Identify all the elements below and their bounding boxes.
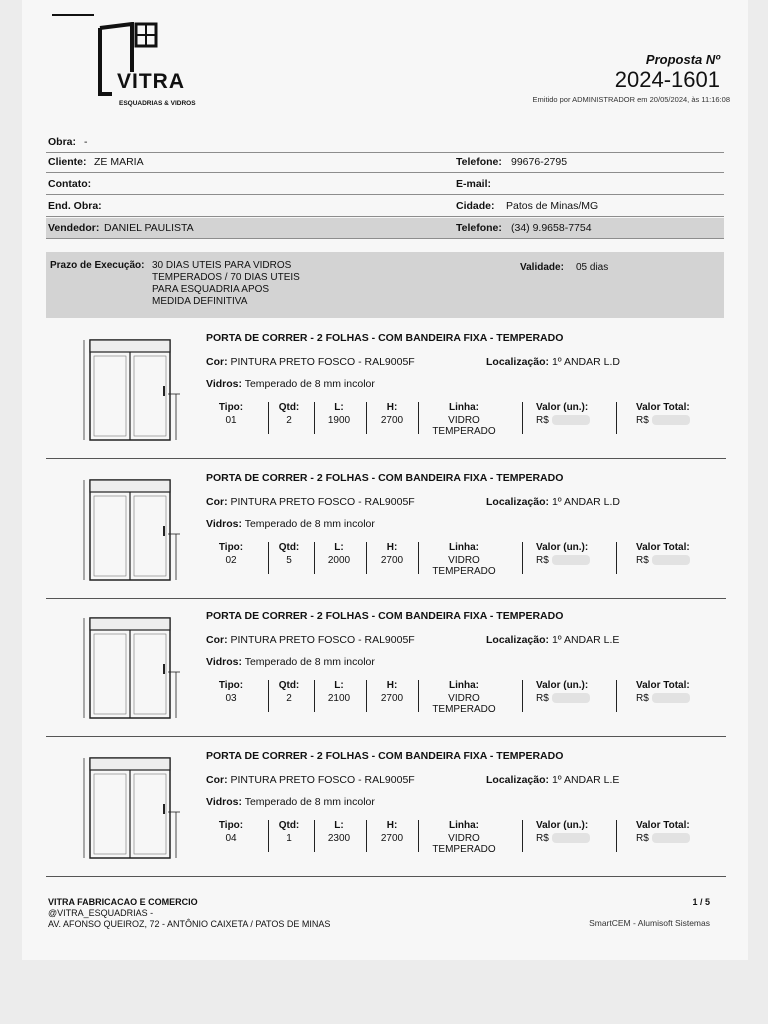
- valor-un-value: [536, 833, 606, 844]
- redacted-value: [652, 833, 690, 843]
- cor-value: PINTURA PRETO FOSCO - RAL9005F: [230, 774, 415, 786]
- cliente-value: ZE MARIA: [94, 156, 144, 168]
- validade-label: Validade:: [520, 262, 564, 273]
- divider: [268, 402, 269, 434]
- linha-label: Linha:: [449, 820, 479, 831]
- valor-un-value: [536, 415, 606, 426]
- h-label: H:: [386, 542, 398, 553]
- door-drawing-icon: [76, 330, 186, 446]
- qtd-col: [274, 542, 304, 566]
- item-location: [486, 634, 619, 646]
- redacted-value: [652, 555, 690, 565]
- qtd-label: Qtd:: [278, 542, 300, 553]
- currency: R$: [536, 555, 549, 566]
- item-location: [486, 774, 619, 786]
- divider: [418, 542, 419, 574]
- telefone-label: Telefone:: [456, 156, 502, 168]
- item-location: [486, 356, 620, 368]
- item-row: [46, 462, 726, 599]
- tipo-col: [211, 402, 251, 426]
- redacted-value: [552, 555, 590, 565]
- linha-value: VIDRO: [448, 415, 480, 426]
- qtd-col: [274, 680, 304, 704]
- vidros-label: Vidros:: [206, 796, 242, 808]
- qtd-value: 2: [286, 415, 292, 426]
- valor-total-value: [636, 415, 706, 426]
- divider: [522, 820, 523, 852]
- h-value: 2700: [380, 693, 404, 704]
- qtd-col: [274, 402, 304, 426]
- logo-wordmark: VITRA: [117, 70, 185, 93]
- h-value: 2700: [380, 833, 404, 844]
- valor-total-col: [636, 542, 706, 566]
- qtd-value: 5: [286, 555, 292, 566]
- vidros-value: Temperado de 8 mm incolor: [244, 378, 375, 390]
- cor-label: Cor:: [206, 634, 228, 646]
- document-page: [22, 0, 748, 960]
- tipo-col: [211, 542, 251, 566]
- divider: [268, 680, 269, 712]
- cor-value: PINTURA PRETO FOSCO - RAL9005F: [230, 634, 415, 646]
- item-vidros: [206, 656, 375, 668]
- tipo-value: 04: [225, 833, 237, 844]
- loc-value: 1º ANDAR L.D: [551, 496, 620, 508]
- tipo-col: [211, 820, 251, 844]
- qtd-label: Qtd:: [278, 820, 300, 831]
- proposal-label: Proposta Nº: [645, 52, 720, 67]
- door-drawing-icon: [76, 608, 186, 724]
- prazo-box: [46, 252, 724, 318]
- linha-col: [432, 402, 496, 437]
- endobra-label: End. Obra:: [48, 200, 102, 212]
- telefone2-label: Telefone:: [456, 222, 502, 234]
- divider: [314, 402, 315, 434]
- divider: [616, 680, 617, 712]
- vidros-value: Temperado de 8 mm incolor: [244, 796, 375, 808]
- divider: [418, 680, 419, 712]
- vidros-label: Vidros:: [206, 518, 242, 530]
- linha-value: TEMPERADO: [432, 426, 496, 437]
- footer-address: AV. AFONSO QUEIROZ, 72 - ANTÔNIO CAIXETA / PATOS DE MINAS: [48, 919, 331, 929]
- divider: [314, 542, 315, 574]
- email-label: E-mail:: [456, 178, 492, 190]
- vidros-label: Vidros:: [206, 656, 242, 668]
- qtd-value: 2: [286, 693, 292, 704]
- h-col: [372, 820, 412, 844]
- linha-value: TEMPERADO: [432, 566, 496, 577]
- valor-un-label: Valor (un.):: [536, 820, 589, 831]
- item-row: [46, 600, 726, 737]
- divider: [366, 820, 367, 852]
- l-value: 2300: [327, 833, 351, 844]
- valor-total-label: Valor Total:: [636, 820, 690, 831]
- linha-col: [432, 542, 496, 577]
- linha-label: Linha:: [449, 680, 479, 691]
- page-number: 1 / 5: [692, 897, 710, 907]
- item-title: PORTA DE CORRER - 2 FOLHAS - COM BANDEIRA FIXA - TEMPERADO: [206, 472, 564, 484]
- item-title: PORTA DE CORRER - 2 FOLHAS - COM BANDEIRA FIXA - TEMPERADO: [206, 332, 564, 344]
- valor-un-label: Valor (un.):: [536, 680, 589, 691]
- linha-col: [432, 820, 496, 855]
- tipo-label: Tipo:: [218, 680, 244, 691]
- tipo-value: 01: [225, 415, 237, 426]
- valor-total-label: Valor Total:: [636, 402, 690, 413]
- cor-label: Cor:: [206, 774, 228, 786]
- proposal-number: 2024-1601: [614, 67, 720, 92]
- divider: [268, 820, 269, 852]
- linha-value: TEMPERADO: [432, 704, 496, 715]
- h-col: [372, 680, 412, 704]
- divider: [616, 542, 617, 574]
- item-vidros: [206, 378, 375, 390]
- l-label: L:: [334, 680, 344, 691]
- valor-total-col: [636, 680, 706, 704]
- divider: [366, 542, 367, 574]
- qtd-label: Qtd:: [278, 402, 300, 413]
- loc-label: Localização:: [486, 496, 550, 508]
- divider: [522, 402, 523, 434]
- loc-label: Localização:: [486, 774, 550, 786]
- l-col: [320, 680, 358, 704]
- loc-value: 1º ANDAR L.E: [551, 774, 620, 786]
- vendedor-label: Vendedor:: [48, 222, 100, 234]
- currency: R$: [536, 833, 549, 844]
- vendedor-value: DANIEL PAULISTA: [104, 222, 194, 234]
- item-location: [486, 496, 620, 508]
- linha-value: TEMPERADO: [432, 844, 496, 855]
- cliente-row: [46, 152, 724, 173]
- linha-label: Linha:: [449, 402, 479, 413]
- vidros-label: Vidros:: [206, 378, 242, 390]
- h-col: [372, 402, 412, 426]
- valor-total-label: Valor Total:: [636, 542, 690, 553]
- item-title: PORTA DE CORRER - 2 FOLHAS - COM BANDEIRA FIXA - TEMPERADO: [206, 610, 564, 622]
- loc-label: Localização:: [486, 356, 550, 368]
- item-cor: [206, 356, 415, 368]
- valor-un-label: Valor (un.):: [536, 402, 589, 413]
- item-cor: [206, 774, 415, 786]
- divider: [366, 402, 367, 434]
- redacted-value: [552, 415, 590, 425]
- l-col: [320, 542, 358, 566]
- valor-total-label: Valor Total:: [636, 680, 690, 691]
- valor-un-col: [536, 820, 606, 844]
- h-label: H:: [386, 402, 398, 413]
- valor-total-value: [636, 693, 706, 704]
- logo-subtitle: ESQUADRIAS & VIDROS: [119, 100, 196, 107]
- divider: [418, 402, 419, 434]
- divider: [616, 820, 617, 852]
- cidade-value: Patos de Minas/MG: [506, 200, 599, 212]
- loc-value: 1º ANDAR L.E: [551, 634, 620, 646]
- divider: [522, 542, 523, 574]
- tipo-value: 03: [225, 693, 237, 704]
- valor-un-col: [536, 542, 606, 566]
- obra-label: Obra:: [48, 136, 77, 148]
- cliente-label: Cliente:: [48, 156, 87, 168]
- loc-label: Localização:: [486, 634, 550, 646]
- currency: R$: [636, 555, 649, 566]
- qtd-col: [274, 820, 304, 844]
- divider: [314, 820, 315, 852]
- footer-name: VITRA FABRICACAO E COMERCIO: [48, 897, 198, 907]
- qtd-label: Qtd:: [278, 680, 300, 691]
- cidade-label: Cidade:: [456, 200, 495, 212]
- currency: R$: [636, 833, 649, 844]
- tipo-label: Tipo:: [218, 820, 244, 831]
- contato-label: Contato:: [48, 178, 92, 190]
- cor-value: PINTURA PRETO FOSCO - RAL9005F: [230, 356, 415, 368]
- linha-label: Linha:: [449, 542, 479, 553]
- linha-value: VIDRO: [448, 833, 480, 844]
- h-label: H:: [386, 680, 398, 691]
- vendedor-row: [46, 218, 724, 239]
- valor-un-col: [536, 680, 606, 704]
- tipo-value: 02: [225, 555, 237, 566]
- item-cor: [206, 496, 415, 508]
- door-drawing-icon: [76, 470, 186, 586]
- telefone-value: 99676-2795: [511, 156, 568, 168]
- divider: [522, 680, 523, 712]
- valor-un-label: Valor (un.):: [536, 542, 589, 553]
- l-value: 1900: [327, 415, 351, 426]
- tipo-label: Tipo:: [218, 402, 244, 413]
- prazo-line: 30 DIAS UTEIS PARA VIDROS: [152, 260, 292, 271]
- h-label: H:: [386, 820, 398, 831]
- company-logo: [92, 22, 217, 117]
- obra-row: [46, 132, 724, 153]
- valor-total-col: [636, 820, 706, 844]
- divider: [268, 542, 269, 574]
- divider: [418, 820, 419, 852]
- tipo-label: Tipo:: [218, 542, 244, 553]
- endobra-row: [46, 196, 724, 217]
- redacted-value: [652, 693, 690, 703]
- footer-handle: @VITRA_ESQUADRIAS -: [48, 908, 154, 918]
- h-col: [372, 542, 412, 566]
- qtd-value: 1: [286, 833, 292, 844]
- divider: [616, 402, 617, 434]
- vidros-value: Temperado de 8 mm incolor: [244, 518, 375, 530]
- h-value: 2700: [380, 415, 404, 426]
- item-vidros: [206, 796, 375, 808]
- currency: R$: [536, 415, 549, 426]
- l-value: 2000: [327, 555, 351, 566]
- item-vidros: [206, 518, 375, 530]
- l-col: [320, 820, 358, 844]
- item-row: [46, 740, 726, 877]
- item-title: PORTA DE CORRER - 2 FOLHAS - COM BANDEIRA FIXA - TEMPERADO: [206, 750, 564, 762]
- redacted-value: [552, 833, 590, 843]
- currency: R$: [636, 415, 649, 426]
- prazo-line: PARA ESQUADRIA APOS: [152, 284, 270, 295]
- linha-value: VIDRO: [448, 555, 480, 566]
- l-col: [320, 402, 358, 426]
- h-value: 2700: [380, 555, 404, 566]
- prazo-label: Prazo de Execução:: [50, 260, 145, 271]
- prazo-line: TEMPERADOS / 70 DIAS UTEIS: [152, 272, 300, 283]
- valor-total-value: [636, 555, 706, 566]
- currency: R$: [636, 693, 649, 704]
- obra-value: -: [84, 136, 88, 148]
- validade-value: 05 dias: [576, 262, 609, 273]
- l-label: L:: [334, 542, 344, 553]
- valor-un-value: [536, 693, 606, 704]
- software-credit: SmartCEM - Alumisoft Sistemas: [589, 918, 710, 928]
- cor-label: Cor:: [206, 356, 228, 368]
- linha-value: VIDRO: [448, 693, 480, 704]
- divider: [52, 14, 94, 16]
- contato-row: [46, 174, 724, 195]
- currency: R$: [536, 693, 549, 704]
- cor-label: Cor:: [206, 496, 228, 508]
- divider: [366, 680, 367, 712]
- tipo-col: [211, 680, 251, 704]
- loc-value: 1º ANDAR L.D: [551, 356, 620, 368]
- telefone2-value: (34) 9.9658-7754: [511, 222, 592, 234]
- prazo-value: [152, 260, 300, 308]
- door-drawing-icon: [76, 748, 186, 864]
- valor-un-value: [536, 555, 606, 566]
- redacted-value: [652, 415, 690, 425]
- valor-un-col: [536, 402, 606, 426]
- item-cor: [206, 634, 415, 646]
- redacted-value: [552, 693, 590, 703]
- l-label: L:: [334, 402, 344, 413]
- valor-total-value: [636, 833, 706, 844]
- divider: [314, 680, 315, 712]
- l-value: 2100: [327, 693, 351, 704]
- footer-company: [48, 897, 330, 930]
- valor-total-col: [636, 402, 706, 426]
- item-row: [46, 322, 726, 459]
- vidros-value: Temperado de 8 mm incolor: [244, 656, 375, 668]
- emitted-info: Emitido por ADMINISTRADOR em 20/05/2024, às 11:16:08: [532, 95, 730, 104]
- l-label: L:: [334, 820, 344, 831]
- prazo-line: MEDIDA DEFINITIVA: [152, 296, 248, 307]
- linha-col: [432, 680, 496, 715]
- cor-value: PINTURA PRETO FOSCO - RAL9005F: [230, 496, 415, 508]
